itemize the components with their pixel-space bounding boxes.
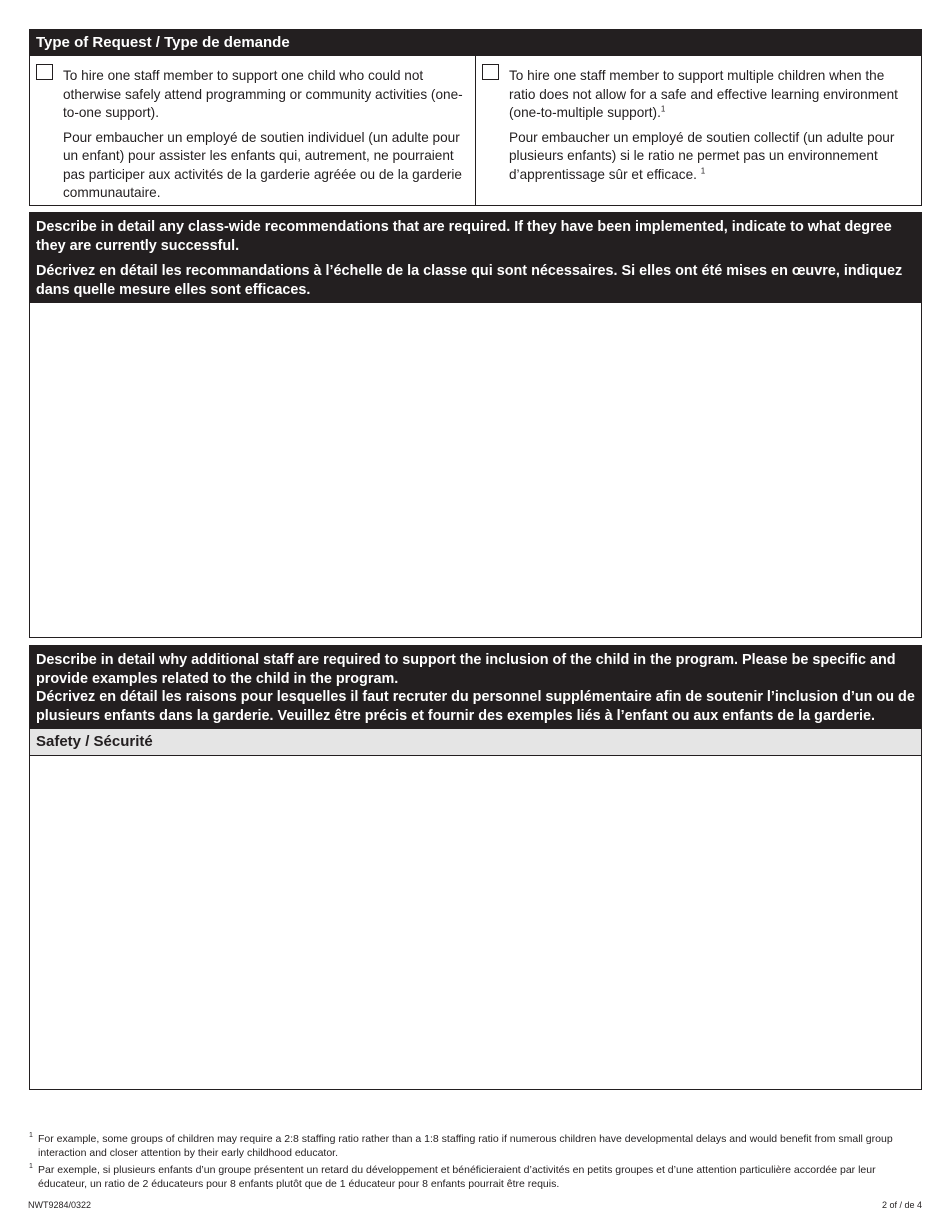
safety-subheader: Safety / Sécurité: [30, 729, 921, 756]
form-code: NWT9284/0322: [28, 1200, 92, 1210]
footnote-mark: 1: [29, 1163, 33, 1170]
type-of-request-header: Type of Request / Type de demande: [30, 30, 921, 56]
footnote-text: Par exemple, si plusieurs enfants d’un groupe présentent un retard du développement et bénéficieraient d’activités en petits groupes et d’une attention particulière accordée par leur éducateur, un ratio de 2 éducateurs pour 8 enfants plutôt que de 1 éducateur pour 8 enfants pourrait être requis.: [38, 1164, 876, 1190]
safety-answer-field[interactable]: [30, 756, 921, 1089]
one-to-multiple-text-fr-wrap: [509, 129, 909, 185]
footnote-en: [29, 1132, 919, 1160]
footnote-fr: [29, 1163, 919, 1191]
footnote-text: For example, some groups of children may require a 2:8 staffing ratio rather than a 1:8 staffing ratio if numerous children have developmental delays and would benefit from small group interaction and closer attention by their early childhood educator.: [38, 1133, 893, 1159]
recommendations-header: [30, 213, 921, 303]
one-to-multiple-option: [476, 56, 921, 205]
footnote-ref: 1: [700, 165, 706, 175]
recommendations-prompt-en: Describe in detail any class-wide recommendations that are required. If they have been implemented, indicate to what degree they are currently successful.: [36, 219, 892, 254]
additional-staff-prompt-fr: Décrivez en détail les raisons pour lesquelles il faut recruter du personnel supplémentaire afin de soutenir l’inclusion d’un ou de plusieurs enfants dans la garderie. Veuillez être précis et fournir des exemples liés à l’enfant ou aux enfants de la garderie.: [36, 689, 915, 724]
one-to-multiple-checkbox[interactable]: [482, 64, 499, 80]
one-to-multiple-text-en: To hire one staff member to support multiple children when the ratio does not allow for a safe and effective learning environment (one-to-multiple support).: [509, 68, 898, 120]
page-number: 2 of / de 4: [881, 1200, 922, 1210]
additional-staff-prompt-en: Describe in detail why additional staff are required to support the inclusion of the child in the program. Please be specific and provide examples related to the child in the program.: [36, 652, 896, 687]
additional-staff-section: [29, 645, 922, 1090]
one-to-multiple-text-fr: Pour embaucher un employé de soutien collectif (un adulte pour plusieurs enfants) si le ratio ne permet pas un environnement d’apprentissage sûr et efficace.: [509, 129, 895, 182]
recommendations-prompt-fr: Décrivez en détail les recommandations à l’échelle de la classe qui sont nécessaires. Si elles ont été mises en œuvre, indiquez dans quelle mesure elles sont efficaces.: [36, 263, 903, 298]
one-to-multiple-text-en-wrap: [509, 67, 909, 123]
type-of-request-section: [29, 29, 922, 206]
one-to-one-text-fr: Pour embaucher un employé de soutien individuel (un adulte pour un enfant) pour assister les enfants qui, autrement, ne pourraient pas participer aux activités de la garderie agréée ou de la garderie communautaire.: [63, 129, 462, 200]
footnote-mark: 1: [29, 1132, 33, 1139]
additional-staff-header: [30, 646, 921, 729]
one-to-one-text-en: To hire one staff member to support one child who could not otherwise safely attend programming or community activities (one-to-one support).: [63, 68, 463, 120]
recommendations-section: [29, 212, 922, 638]
one-to-one-checkbox[interactable]: [36, 64, 53, 80]
recommendations-answer-field[interactable]: [30, 303, 921, 637]
one-to-one-option: [30, 56, 476, 205]
footnote-ref: 1: [660, 104, 666, 114]
